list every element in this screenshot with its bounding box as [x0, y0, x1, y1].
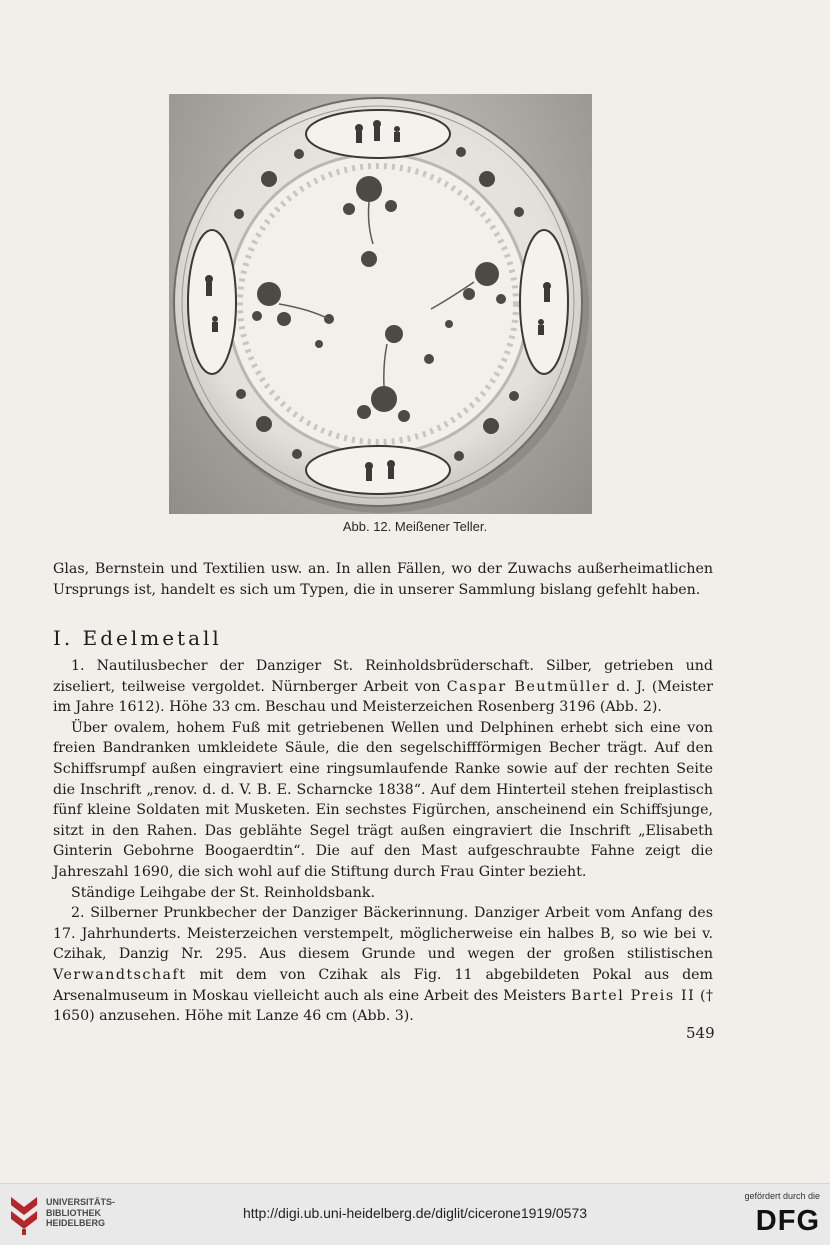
entry-2-maker-name: Bartel Preis II [570, 987, 696, 1004]
entry-2-paragraph [53, 903, 713, 1027]
library-name: UNIVERSITÄTS- BIBLIOTHEK HEIDELBERG [46, 1197, 116, 1228]
entry-1-text-b: d. J. (Meister im Jahre 1612). Höhe 33 cm. Beschau und Meisterzeichen Rosenberg 3196 (Abb. 2). [53, 678, 713, 716]
entry-1-loan-note: Ständige Leihgabe der St. Reinholdsbank. [71, 884, 375, 901]
viewer-footer [0, 1183, 830, 1245]
funded-by-label: gefördert durch die [744, 1191, 820, 1201]
intro-paragraph [53, 559, 713, 600]
entry-2-text-c: († 1650) anzusehen. Höhe mit Lanze 46 cm (Abb. 3). [53, 987, 713, 1025]
dfg-logo: DFG [755, 1205, 820, 1237]
entry-2-text-a: 2. Silberner Prunkbecher der Danziger Bäckerinnung. Danziger Arbeit vom Anfang des 17. Jahrhunderts. Meisterzeichen verstempelt, möglicherweise ein halbes B, so wie bei v. Czihak, Danzig Nr. 295. Aus diesem Grunde und wegen der großen stilistischen [53, 905, 713, 963]
section-heading: I. Edelmetall [53, 626, 222, 650]
meissen-plate-image [169, 94, 592, 514]
page-number: 549 [686, 1024, 715, 1042]
entry-1-maker-name: Caspar Beutmüller [446, 678, 611, 695]
entry-1-description: Über ovalem, hohem Fuß mit getriebenen Wellen und Delphinen erhebt sich eine von freien Bandranken umkleidete Säule, die den segelschiffförmigen Becher trägt. Auf den Schiffsrumpf außen eingraviert eine ringsumlaufende Ranke sowie auf der rechten Seite die Inschrift „renov. d. d. V. B. E. Scharncke 1838“. Auf dem Hinterteil stehen freiplastisch fünf kleine Soldaten mit Musketen. Ein sechstes Figürchen, anscheinend ein Schiffsjunge, sitzt in den Rahen. Das geblähte Segel trägt außen eingraviert die Inschrift „Elisabeth Ginterin Gebohrne Boogaerdtin“. Die auf den Mast aufgeschraubte Fahne zeigt die Jahreszahl 1690, die sich wohl auf die Stiftung durch Frau Ginter bezieht. [53, 719, 713, 880]
entry-2-text-b: mit dem von Czihak als Fig. 11 abgebildeten Pokal aus dem Arsenalmuseum in Moskau vielleicht auch als eine Arbeit des Meisters [53, 966, 713, 1004]
permalink-url[interactable]: http://digi.ub.uni-heidelberg.de/diglit/cicerone1919/0573 [242, 1205, 588, 1221]
entry-1-text-a: 1. Nautilusbecher der Danziger St. Reinholdsbrüderschaft. Silber, getrieben und ziseliert, teilweise vergoldet. Nürnberger Arbeit von [53, 658, 713, 695]
intro-text: Glas, Bernstein und Textilien usw. an. In allen Fällen, wo der Zuwachs außerheimatlichen Ursprungs ist, handelt es sich um Typen, die in unserer Sammlung bislang gefehlt haben. [53, 561, 713, 598]
catalogue-entries [53, 656, 713, 1027]
figure-caption: Abb. 12. Meißener Teller. [342, 519, 488, 534]
entry-2-term: Verwandtschaft [53, 966, 187, 983]
plate-photograph [169, 94, 592, 514]
entry-1-paragraph [53, 656, 713, 718]
